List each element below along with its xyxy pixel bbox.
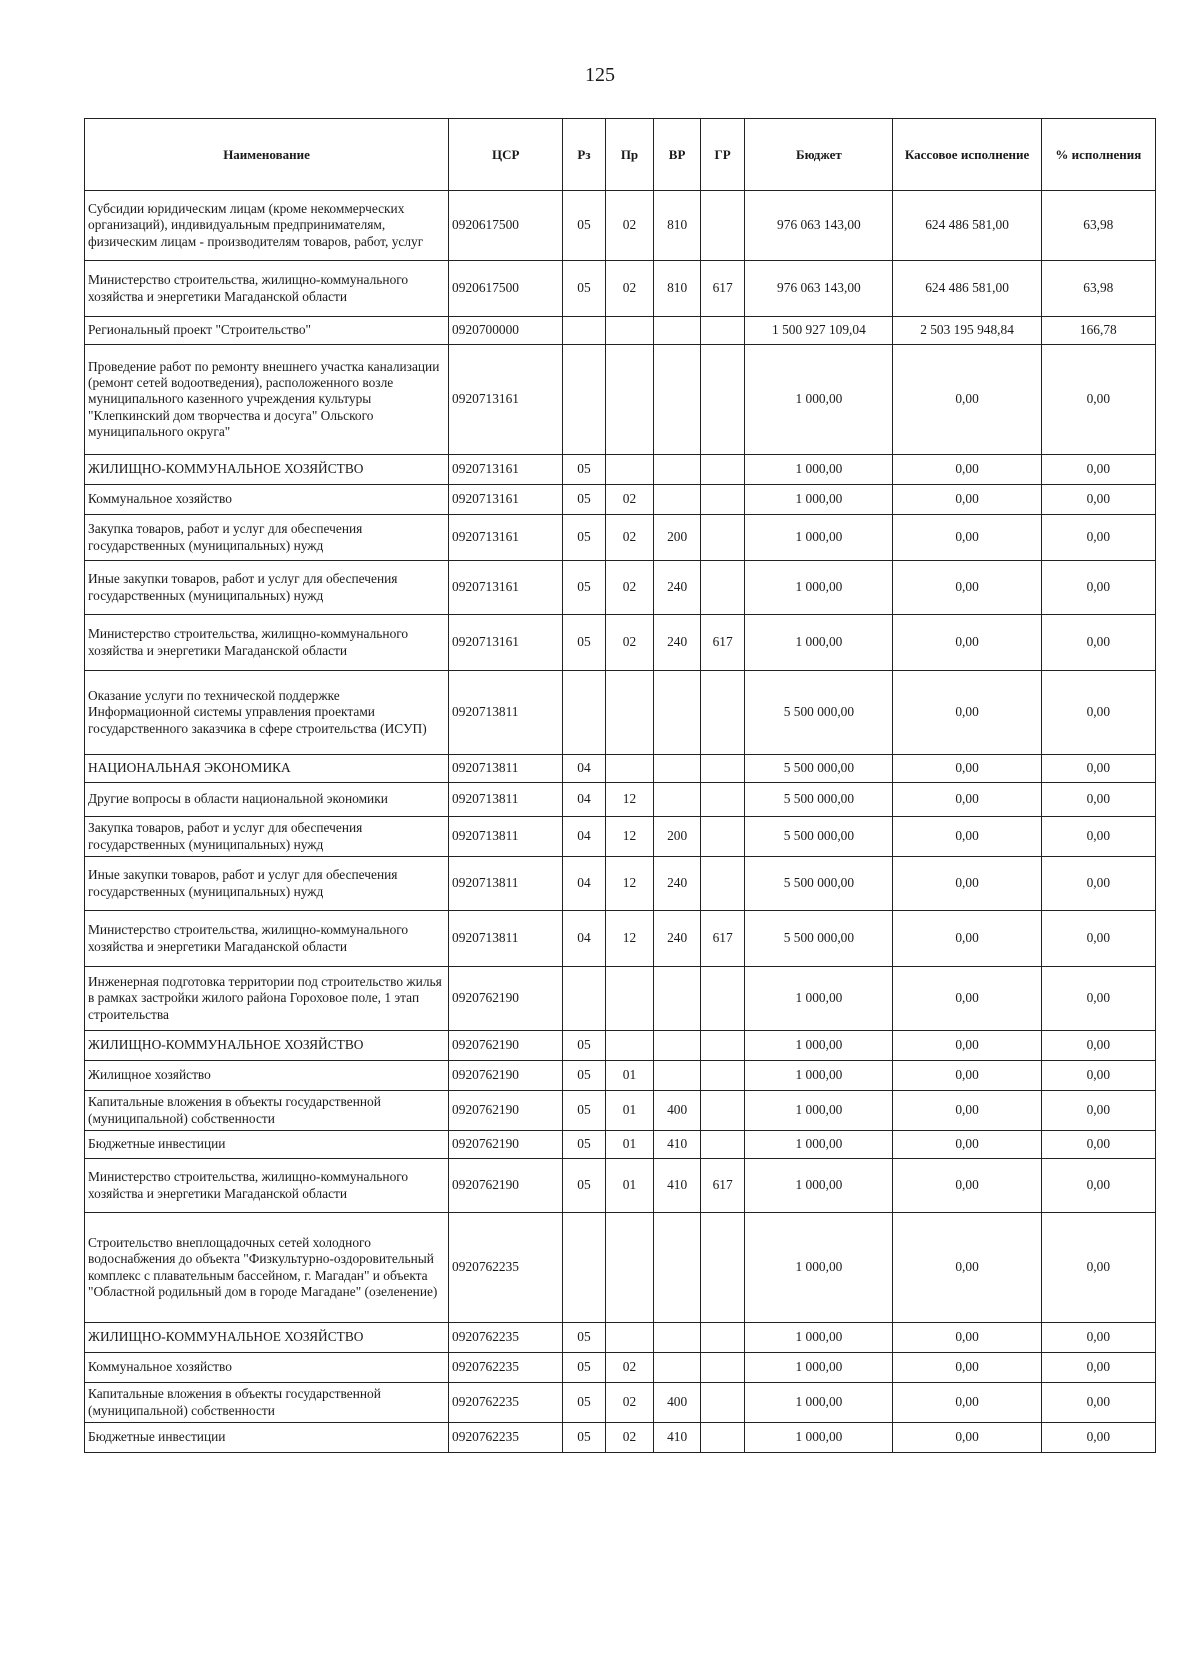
row-budget: 1 000,00 (745, 561, 893, 615)
row-vr: 240 (654, 561, 701, 615)
row-pr: 02 (605, 615, 654, 671)
row-pr (605, 1031, 654, 1061)
row-csr: 0920713811 (449, 755, 563, 783)
row-budget: 1 000,00 (745, 1061, 893, 1091)
row-vr (654, 455, 701, 485)
row-execution-percent: 0,00 (1041, 615, 1155, 671)
row-name: Иные закупки товаров, работ и услуг для обеспечения государственных (муниципальных) нужд (85, 857, 449, 911)
row-pr (605, 345, 654, 455)
row-gr (700, 755, 744, 783)
row-budget: 5 500 000,00 (745, 783, 893, 817)
row-execution-percent: 0,00 (1041, 1159, 1155, 1213)
row-cash-execution: 0,00 (893, 857, 1041, 911)
row-cash-execution: 0,00 (893, 671, 1041, 755)
row-rz (563, 345, 605, 455)
row-execution-percent: 0,00 (1041, 1353, 1155, 1383)
row-execution-percent: 0,00 (1041, 455, 1155, 485)
row-cash-execution: 0,00 (893, 911, 1041, 967)
row-budget: 976 063 143,00 (745, 261, 893, 317)
row-csr: 0920762235 (449, 1423, 563, 1453)
column-header-name: Наименование (85, 119, 449, 191)
row-gr: 617 (700, 615, 744, 671)
column-header-budget: Бюджет (745, 119, 893, 191)
row-rz (563, 317, 605, 345)
row-budget: 1 000,00 (745, 967, 893, 1031)
row-name: Иные закупки товаров, работ и услуг для обеспечения государственных (муниципальных) нужд (85, 561, 449, 615)
row-gr (700, 1131, 744, 1159)
row-vr (654, 755, 701, 783)
row-csr: 0920762190 (449, 1031, 563, 1061)
row-pr (605, 671, 654, 755)
row-name: Бюджетные инвестиции (85, 1131, 449, 1159)
row-name: Оказание услуги по технической поддержке Информационной системы управления проектами государственного заказчика в сфере строительства (ИСУП) (85, 671, 449, 755)
row-execution-percent: 63,98 (1041, 191, 1155, 261)
column-header-rz: Рз (563, 119, 605, 191)
row-gr (700, 671, 744, 755)
row-name: Инженерная подготовка территории под строительство жилья в рамках застройки жилого района Гороховое поле, 1 этап строительства (85, 967, 449, 1031)
row-gr (700, 561, 744, 615)
table-header-row (85, 119, 1156, 191)
row-vr (654, 1323, 701, 1353)
row-execution-percent: 0,00 (1041, 1423, 1155, 1453)
row-vr: 240 (654, 615, 701, 671)
row-execution-percent: 0,00 (1041, 671, 1155, 755)
row-cash-execution: 0,00 (893, 1323, 1041, 1353)
row-name: ЖИЛИЩНО-КОММУНАЛЬНОЕ ХОЗЯЙСТВО (85, 1031, 449, 1061)
row-rz: 05 (563, 1323, 605, 1353)
row-csr: 0920713161 (449, 615, 563, 671)
row-pr (605, 967, 654, 1031)
row-csr: 0920713161 (449, 515, 563, 561)
table-row (85, 191, 1156, 261)
table-row (85, 671, 1156, 755)
row-cash-execution: 0,00 (893, 755, 1041, 783)
row-name: Субсидии юридическим лицам (кроме некоммерческих организаций), индивидуальным предпринимателям, физическим лицам - производителям товаров, работ, услуг (85, 191, 449, 261)
table-row (85, 1091, 1156, 1131)
table-row (85, 317, 1156, 345)
row-budget: 1 000,00 (745, 485, 893, 515)
row-budget: 1 000,00 (745, 345, 893, 455)
row-gr (700, 817, 744, 857)
row-cash-execution: 624 486 581,00 (893, 261, 1041, 317)
row-gr (700, 345, 744, 455)
row-name: ЖИЛИЩНО-КОММУНАЛЬНОЕ ХОЗЯЙСТВО (85, 1323, 449, 1353)
table-row (85, 455, 1156, 485)
row-rz: 05 (563, 1383, 605, 1423)
row-name: Другие вопросы в области национальной экономики (85, 783, 449, 817)
row-gr (700, 1423, 744, 1453)
row-gr: 617 (700, 261, 744, 317)
row-budget: 1 000,00 (745, 515, 893, 561)
row-vr (654, 1061, 701, 1091)
table-row (85, 1061, 1156, 1091)
row-pr: 02 (605, 1353, 654, 1383)
column-header-pr: Пр (605, 119, 654, 191)
row-csr: 0920762190 (449, 1159, 563, 1213)
row-csr: 0920762190 (449, 1091, 563, 1131)
row-budget: 1 000,00 (745, 1353, 893, 1383)
table-row (85, 1323, 1156, 1353)
row-cash-execution: 0,00 (893, 1159, 1041, 1213)
row-cash-execution: 0,00 (893, 783, 1041, 817)
row-execution-percent: 0,00 (1041, 1213, 1155, 1323)
row-pr: 01 (605, 1091, 654, 1131)
row-rz: 05 (563, 455, 605, 485)
row-rz: 05 (563, 1031, 605, 1061)
row-vr (654, 485, 701, 515)
row-rz (563, 1213, 605, 1323)
row-pr (605, 1323, 654, 1353)
row-rz: 05 (563, 1131, 605, 1159)
row-csr: 0920762190 (449, 1061, 563, 1091)
row-execution-percent: 0,00 (1041, 345, 1155, 455)
table-row (85, 485, 1156, 515)
row-name: Строительство внеплощадочных сетей холодного водоснабжения до объекта "Физкультурно-оздоровительный комплекс с плавательным бассейном, г. Магадан" и объекта "Областной родильный дом в городе Магадане" (озеленение) (85, 1213, 449, 1323)
row-vr (654, 1213, 701, 1323)
row-csr: 0920762190 (449, 967, 563, 1031)
row-cash-execution: 0,00 (893, 1131, 1041, 1159)
row-pr: 02 (605, 485, 654, 515)
row-gr (700, 1353, 744, 1383)
row-execution-percent: 0,00 (1041, 783, 1155, 817)
row-rz: 04 (563, 857, 605, 911)
table-row (85, 515, 1156, 561)
row-rz: 04 (563, 783, 605, 817)
row-rz (563, 967, 605, 1031)
row-csr: 0920762190 (449, 1131, 563, 1159)
row-pr (605, 455, 654, 485)
row-cash-execution: 0,00 (893, 515, 1041, 561)
row-execution-percent: 63,98 (1041, 261, 1155, 317)
table-row (85, 1159, 1156, 1213)
table-row (85, 1423, 1156, 1453)
row-cash-execution: 0,00 (893, 1031, 1041, 1061)
row-gr (700, 455, 744, 485)
row-csr: 0920713811 (449, 783, 563, 817)
table-row (85, 817, 1156, 857)
row-gr (700, 1091, 744, 1131)
table-row (85, 1213, 1156, 1323)
row-csr: 0920713811 (449, 817, 563, 857)
row-rz: 05 (563, 1061, 605, 1091)
row-csr: 0920762235 (449, 1213, 563, 1323)
row-vr (654, 1031, 701, 1061)
row-gr (700, 515, 744, 561)
row-csr: 0920713161 (449, 561, 563, 615)
row-execution-percent: 0,00 (1041, 817, 1155, 857)
budget-execution-table (84, 118, 1156, 1453)
row-vr: 810 (654, 261, 701, 317)
row-name: Министерство строительства, жилищно-коммунального хозяйства и энергетики Магаданской области (85, 615, 449, 671)
row-execution-percent: 0,00 (1041, 755, 1155, 783)
row-rz: 05 (563, 515, 605, 561)
row-name: Бюджетные инвестиции (85, 1423, 449, 1453)
row-name: Капитальные вложения в объекты государственной (муниципальной) собственности (85, 1383, 449, 1423)
row-budget: 1 000,00 (745, 1323, 893, 1353)
row-name: Коммунальное хозяйство (85, 1353, 449, 1383)
column-header-vr: ВР (654, 119, 701, 191)
row-execution-percent: 0,00 (1041, 1131, 1155, 1159)
row-rz: 05 (563, 1091, 605, 1131)
row-pr: 02 (605, 515, 654, 561)
row-cash-execution: 0,00 (893, 1423, 1041, 1453)
row-gr: 617 (700, 1159, 744, 1213)
row-pr: 02 (605, 191, 654, 261)
row-vr: 400 (654, 1383, 701, 1423)
row-rz: 05 (563, 191, 605, 261)
row-cash-execution: 0,00 (893, 1061, 1041, 1091)
row-cash-execution: 624 486 581,00 (893, 191, 1041, 261)
row-rz: 05 (563, 485, 605, 515)
row-budget: 1 000,00 (745, 1383, 893, 1423)
row-execution-percent: 166,78 (1041, 317, 1155, 345)
row-budget: 1 000,00 (745, 1131, 893, 1159)
row-name: Министерство строительства, жилищно-коммунального хозяйства и энергетики Магаданской области (85, 261, 449, 317)
row-execution-percent: 0,00 (1041, 857, 1155, 911)
row-vr: 200 (654, 817, 701, 857)
row-budget: 1 000,00 (745, 455, 893, 485)
table-row (85, 615, 1156, 671)
row-rz: 04 (563, 911, 605, 967)
row-vr: 240 (654, 911, 701, 967)
table-row (85, 261, 1156, 317)
row-csr: 0920713811 (449, 857, 563, 911)
row-vr (654, 967, 701, 1031)
row-rz: 04 (563, 817, 605, 857)
row-cash-execution: 0,00 (893, 1091, 1041, 1131)
row-execution-percent: 0,00 (1041, 967, 1155, 1031)
row-budget: 1 000,00 (745, 1031, 893, 1061)
row-vr (654, 317, 701, 345)
table-row (85, 857, 1156, 911)
row-budget: 5 500 000,00 (745, 817, 893, 857)
table-row (85, 911, 1156, 967)
row-rz: 04 (563, 755, 605, 783)
row-execution-percent: 0,00 (1041, 1323, 1155, 1353)
row-csr: 0920713161 (449, 485, 563, 515)
page-number: 125 (585, 64, 615, 86)
row-vr: 200 (654, 515, 701, 561)
row-budget: 1 000,00 (745, 615, 893, 671)
row-execution-percent: 0,00 (1041, 561, 1155, 615)
row-pr (605, 755, 654, 783)
row-cash-execution: 0,00 (893, 1383, 1041, 1423)
row-execution-percent: 0,00 (1041, 515, 1155, 561)
row-budget: 5 500 000,00 (745, 911, 893, 967)
row-name: ЖИЛИЩНО-КОММУНАЛЬНОЕ ХОЗЯЙСТВО (85, 455, 449, 485)
row-rz: 05 (563, 1159, 605, 1213)
row-execution-percent: 0,00 (1041, 1383, 1155, 1423)
row-budget: 1 000,00 (745, 1423, 893, 1453)
row-gr (700, 1061, 744, 1091)
row-csr: 0920713811 (449, 911, 563, 967)
row-csr: 0920762235 (449, 1323, 563, 1353)
row-cash-execution: 0,00 (893, 561, 1041, 615)
row-name: Коммунальное хозяйство (85, 485, 449, 515)
row-vr: 410 (654, 1131, 701, 1159)
row-name: Закупка товаров, работ и услуг для обеспечения государственных (муниципальных) нужд (85, 515, 449, 561)
table-row (85, 345, 1156, 455)
row-rz: 05 (563, 561, 605, 615)
row-vr (654, 1353, 701, 1383)
row-gr (700, 783, 744, 817)
row-execution-percent: 0,00 (1041, 911, 1155, 967)
row-budget: 5 500 000,00 (745, 857, 893, 911)
row-name: Министерство строительства, жилищно-коммунального хозяйства и энергетики Магаданской области (85, 1159, 449, 1213)
row-name: Закупка товаров, работ и услуг для обеспечения государственных (муниципальных) нужд (85, 817, 449, 857)
row-pr: 01 (605, 1159, 654, 1213)
row-pr: 01 (605, 1131, 654, 1159)
row-vr: 240 (654, 857, 701, 911)
row-budget: 976 063 143,00 (745, 191, 893, 261)
column-header-csr: ЦСР (449, 119, 563, 191)
row-gr (700, 1323, 744, 1353)
row-csr: 0920713811 (449, 671, 563, 755)
row-vr (654, 783, 701, 817)
row-csr: 0920713161 (449, 455, 563, 485)
row-rz: 05 (563, 1353, 605, 1383)
row-pr: 02 (605, 561, 654, 615)
row-csr: 0920617500 (449, 261, 563, 317)
row-cash-execution: 0,00 (893, 345, 1041, 455)
column-header-cash-execution: Кассовое исполнение (893, 119, 1041, 191)
row-name: Региональный проект "Строительство" (85, 317, 449, 345)
row-pr: 02 (605, 1423, 654, 1453)
row-csr: 0920762235 (449, 1353, 563, 1383)
row-gr (700, 967, 744, 1031)
table-row (85, 561, 1156, 615)
table-row (85, 1031, 1156, 1061)
row-csr: 0920713161 (449, 345, 563, 455)
row-pr (605, 1213, 654, 1323)
column-header-execution-percent: % исполнения (1041, 119, 1155, 191)
row-cash-execution: 0,00 (893, 817, 1041, 857)
row-gr (700, 1383, 744, 1423)
row-csr: 0920700000 (449, 317, 563, 345)
row-cash-execution: 2 503 195 948,84 (893, 317, 1041, 345)
row-pr: 12 (605, 857, 654, 911)
row-vr: 410 (654, 1159, 701, 1213)
table-row (85, 1131, 1156, 1159)
row-cash-execution: 0,00 (893, 1353, 1041, 1383)
table-row (85, 1383, 1156, 1423)
row-vr: 400 (654, 1091, 701, 1131)
row-cash-execution: 0,00 (893, 967, 1041, 1031)
row-name: Министерство строительства, жилищно-коммунального хозяйства и энергетики Магаданской области (85, 911, 449, 967)
row-cash-execution: 0,00 (893, 455, 1041, 485)
row-budget: 1 000,00 (745, 1159, 893, 1213)
row-budget: 1 500 927 109,04 (745, 317, 893, 345)
row-budget: 5 500 000,00 (745, 671, 893, 755)
row-name: НАЦИОНАЛЬНАЯ ЭКОНОМИКА (85, 755, 449, 783)
row-pr (605, 317, 654, 345)
row-budget: 5 500 000,00 (745, 755, 893, 783)
row-csr: 0920617500 (449, 191, 563, 261)
row-pr: 12 (605, 817, 654, 857)
row-pr: 12 (605, 783, 654, 817)
row-execution-percent: 0,00 (1041, 485, 1155, 515)
table-body (85, 191, 1156, 1453)
row-execution-percent: 0,00 (1041, 1031, 1155, 1061)
row-gr (700, 485, 744, 515)
row-rz: 05 (563, 1423, 605, 1453)
row-gr (700, 1213, 744, 1323)
row-name: Жилищное хозяйство (85, 1061, 449, 1091)
row-name: Проведение работ по ремонту внешнего участка канализации (ремонт сетей водоотведения), расположенного возле муниципального казенного учреждения культуры "Клепкинский дом творчества и досуга" Ольского муниципального округа" (85, 345, 449, 455)
row-cash-execution: 0,00 (893, 1213, 1041, 1323)
row-gr: 617 (700, 911, 744, 967)
row-cash-execution: 0,00 (893, 615, 1041, 671)
table-row (85, 967, 1156, 1031)
row-pr: 02 (605, 1383, 654, 1423)
row-budget: 1 000,00 (745, 1091, 893, 1131)
row-vr (654, 671, 701, 755)
table-row (85, 783, 1156, 817)
column-header-gr: ГР (700, 119, 744, 191)
row-budget: 1 000,00 (745, 1213, 893, 1323)
row-csr: 0920762235 (449, 1383, 563, 1423)
row-gr (700, 191, 744, 261)
table-row (85, 1353, 1156, 1383)
row-execution-percent: 0,00 (1041, 1061, 1155, 1091)
row-gr (700, 1031, 744, 1061)
row-pr: 01 (605, 1061, 654, 1091)
row-rz (563, 671, 605, 755)
row-pr: 02 (605, 261, 654, 317)
row-cash-execution: 0,00 (893, 485, 1041, 515)
row-name: Капитальные вложения в объекты государственной (муниципальной) собственности (85, 1091, 449, 1131)
row-vr: 410 (654, 1423, 701, 1453)
table-row (85, 755, 1156, 783)
row-vr: 810 (654, 191, 701, 261)
row-execution-percent: 0,00 (1041, 1091, 1155, 1131)
row-vr (654, 345, 701, 455)
row-gr (700, 317, 744, 345)
row-rz: 05 (563, 615, 605, 671)
row-gr (700, 857, 744, 911)
row-pr: 12 (605, 911, 654, 967)
row-rz: 05 (563, 261, 605, 317)
